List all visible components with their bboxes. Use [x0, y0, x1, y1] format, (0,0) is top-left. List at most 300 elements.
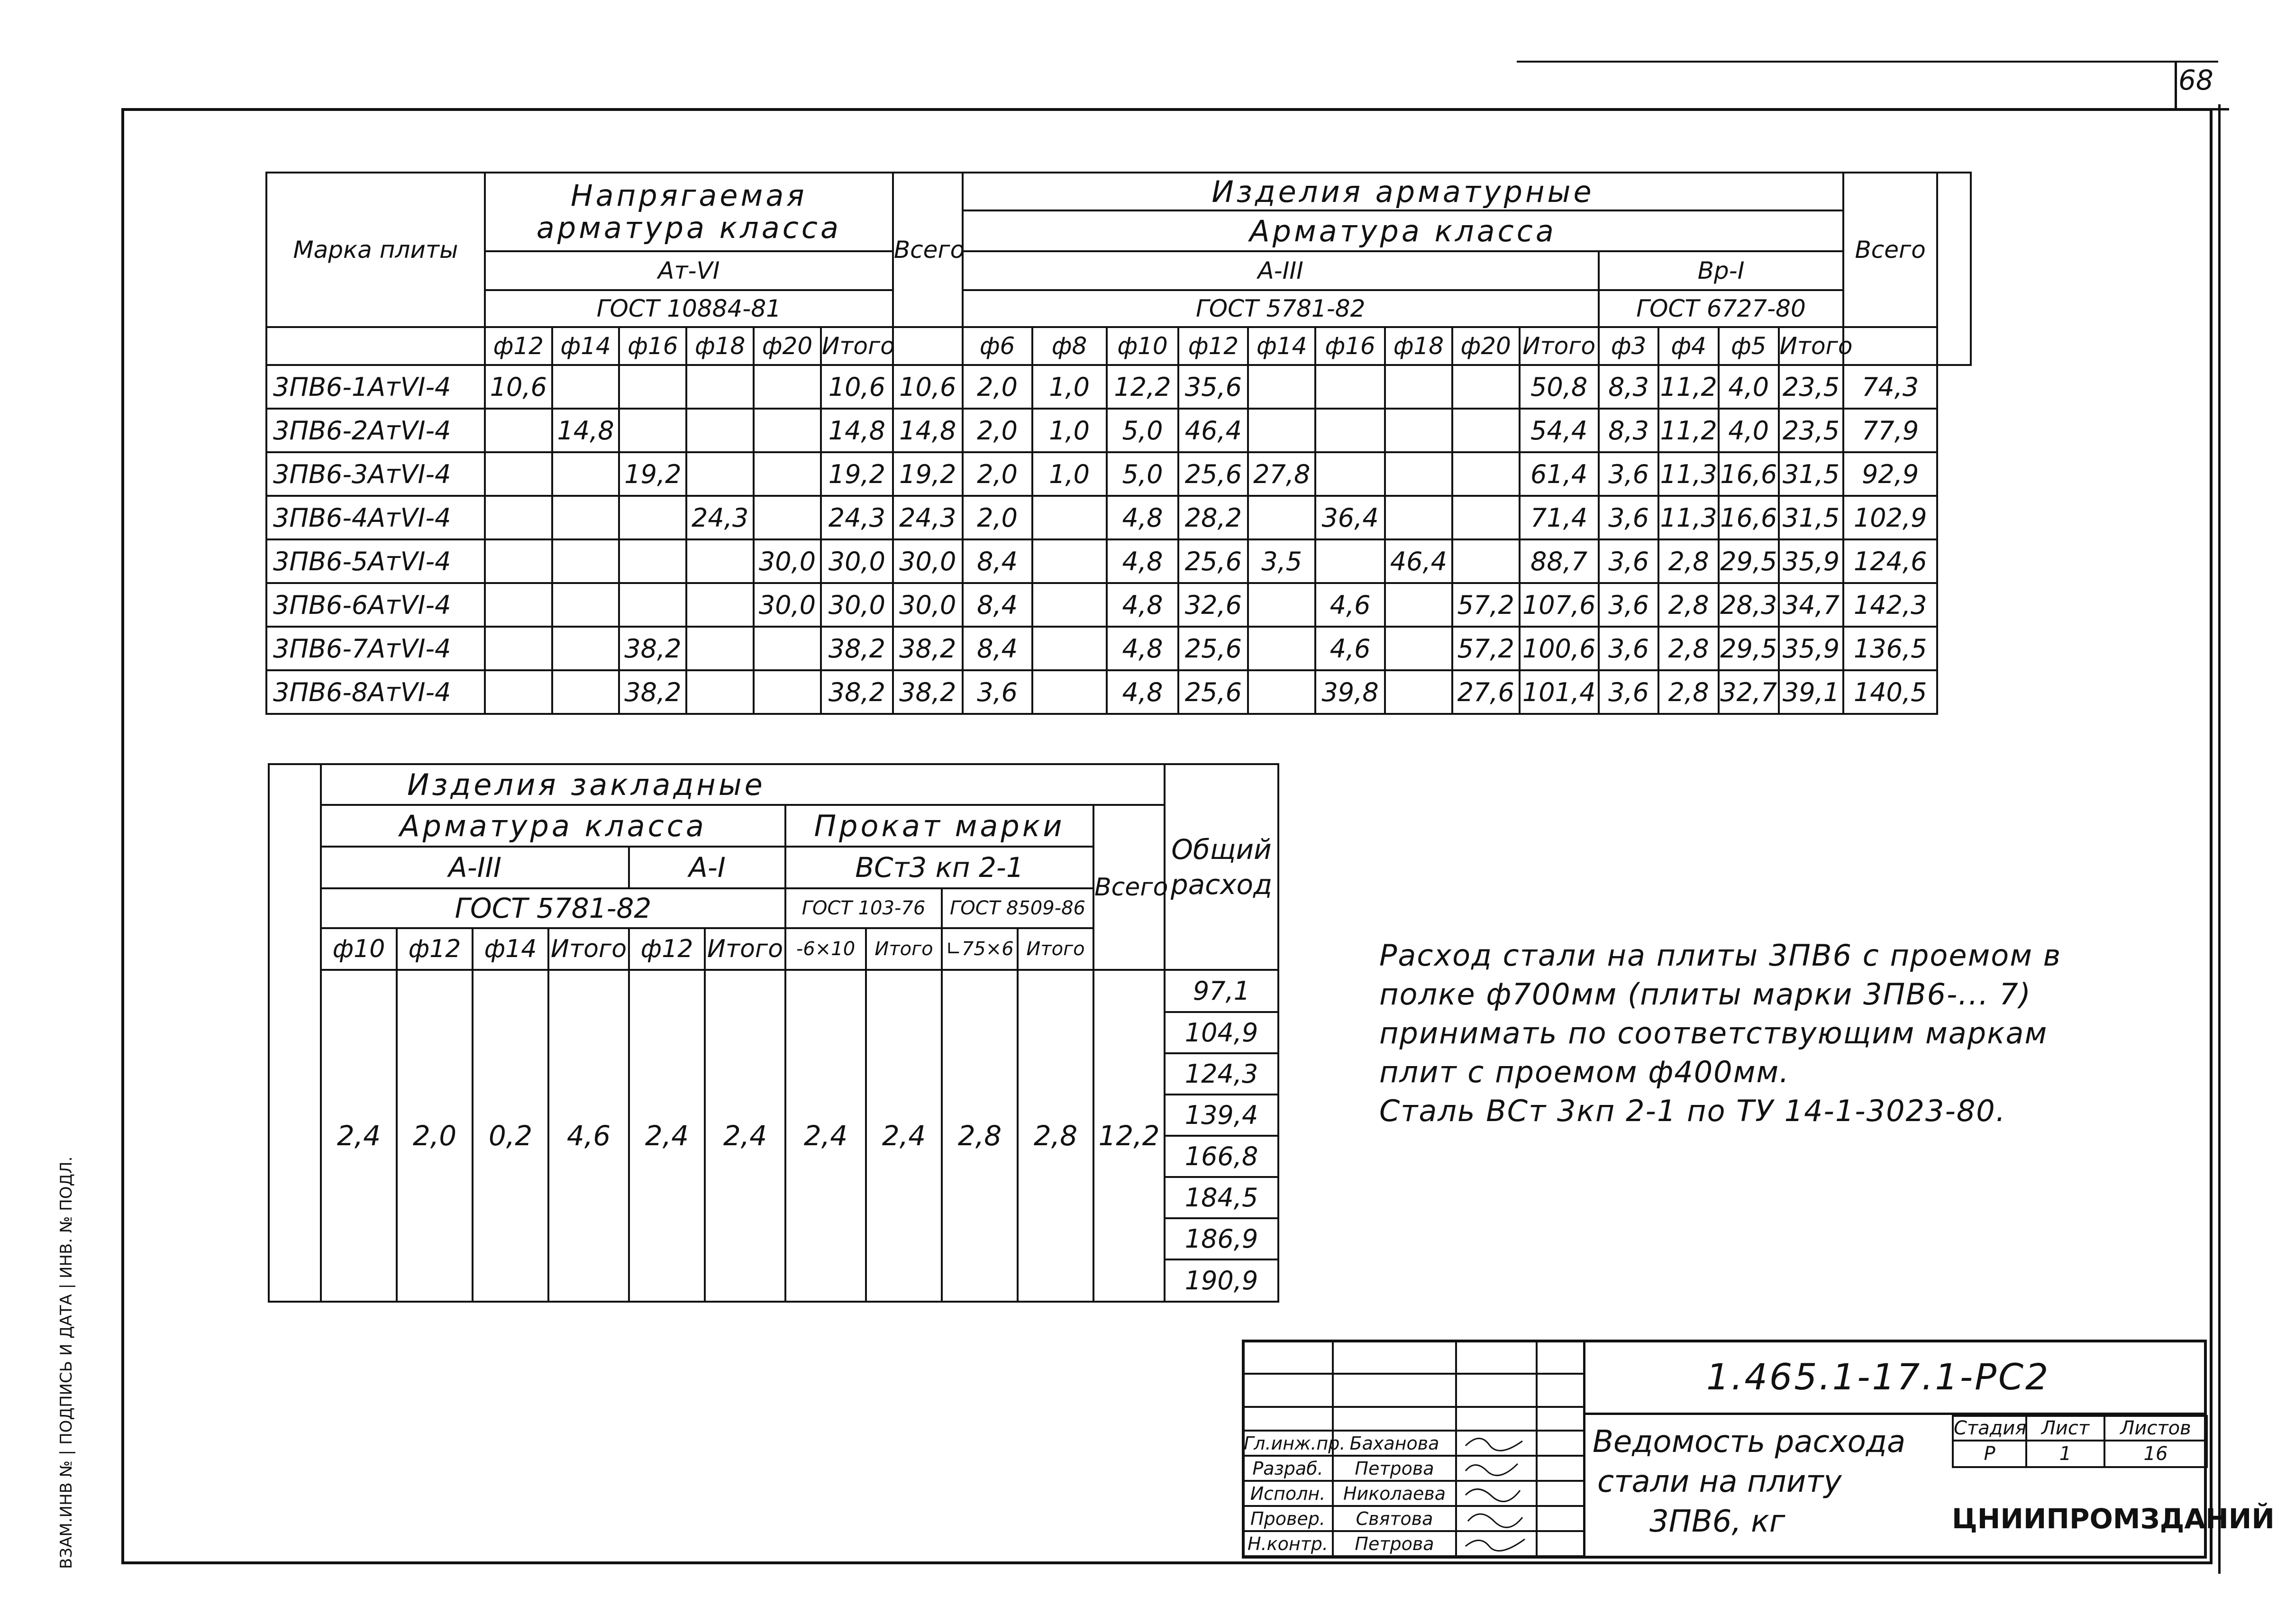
- table-cell: 3,6: [1599, 627, 1659, 670]
- table-cell: [1315, 365, 1385, 409]
- sub-col: Итого: [1520, 327, 1599, 365]
- table-cell: [1248, 670, 1315, 714]
- date-cell: [1537, 1506, 1584, 1531]
- sheets-header: Листов: [2104, 1416, 2207, 1441]
- table-cell: 30,0: [821, 583, 893, 627]
- sub-col: Итого: [1018, 928, 1093, 970]
- frame-right-line: [2218, 104, 2221, 1574]
- table-cell: [1315, 452, 1385, 496]
- signature-table: [1242, 1340, 1585, 1557]
- steel-consumption-table: [265, 172, 1972, 715]
- plate-mark: 3ПВ6-3АтVI-4: [266, 452, 485, 496]
- table-cell: [1385, 365, 1452, 409]
- gost-103: ГОСТ 103-76: [785, 888, 942, 928]
- blank-cell: [1843, 327, 1937, 365]
- table-cell: 24,3: [893, 496, 963, 539]
- table-cell: 25,6: [1178, 539, 1248, 583]
- table-cell: 8,4: [963, 539, 1032, 583]
- group-rebar-header: Изделия арматурные: [963, 173, 1844, 210]
- overall-column: [1165, 970, 1278, 1302]
- grand-total-header: Всего: [1843, 173, 1937, 327]
- overall-label-1: Общий: [1171, 833, 1272, 866]
- person-name: Петрова: [1333, 1456, 1456, 1481]
- sub-col: ф12: [629, 928, 705, 970]
- table-cell: [1248, 496, 1315, 539]
- sub-col: ф5: [1719, 327, 1779, 365]
- table1-margin: [1937, 173, 1971, 365]
- embedded-value: 2,4: [705, 970, 785, 1302]
- table-cell: 19,2: [893, 452, 963, 496]
- plate-mark: 3ПВ6-6АтVI-4: [266, 583, 485, 627]
- sub-col: ф3: [1599, 327, 1659, 365]
- table-cell: 38,2: [619, 627, 686, 670]
- sub-col: ф10: [321, 928, 397, 970]
- table-cell: 3,6: [1599, 452, 1659, 496]
- table-cell: [1032, 670, 1107, 714]
- table-cell: [686, 670, 754, 714]
- table-cell: [754, 365, 821, 409]
- table-cell: 4,0: [1719, 409, 1779, 452]
- table-cell: [686, 583, 754, 627]
- table-cell: 46,4: [1385, 539, 1452, 583]
- total-header: Всего: [893, 173, 963, 327]
- blank-cell: [1537, 1374, 1584, 1407]
- table-cell: 35,9: [1779, 627, 1844, 670]
- table-cell: [552, 365, 619, 409]
- rolled-header: Прокат марки: [785, 805, 1093, 847]
- table-cell: [686, 627, 754, 670]
- sheet-header: Лист: [2026, 1416, 2104, 1441]
- top-rule: [1517, 61, 2218, 63]
- embedded-value: 2,8: [942, 970, 1018, 1302]
- table-cell: 2,8: [1658, 670, 1719, 714]
- table-cell: [552, 627, 619, 670]
- sub-col: Итого: [821, 327, 893, 365]
- table-cell: 4,8: [1107, 670, 1179, 714]
- table-cell: 3,6: [1599, 670, 1659, 714]
- signature: [1456, 1456, 1537, 1481]
- table-cell: 8,4: [963, 583, 1032, 627]
- table-cell: [754, 496, 821, 539]
- table-cell: 71,4: [1520, 496, 1599, 539]
- plate-mark: 3ПВ6-4АтVI-4: [266, 496, 485, 539]
- table-cell: 23,5: [1779, 409, 1844, 452]
- sub-col: ф12: [397, 928, 473, 970]
- table-row: [266, 583, 1971, 627]
- title-line: Ведомость расхода: [1593, 1424, 1906, 1460]
- table-cell: [1248, 365, 1315, 409]
- table-row: [266, 496, 1971, 539]
- table-cell: [1452, 452, 1520, 496]
- sheets-value: 16: [2104, 1441, 2207, 1467]
- plate-mark: 3ПВ6-1АтVI-4: [266, 365, 485, 409]
- table-cell: 4,0: [1719, 365, 1779, 409]
- table-cell: 2,0: [963, 496, 1032, 539]
- table-cell: 10,6: [821, 365, 893, 409]
- stage-sheet-table: [1952, 1415, 2208, 1468]
- date-cell: [1537, 1456, 1584, 1481]
- table-cell: 24,3: [821, 496, 893, 539]
- table-cell: 30,0: [821, 539, 893, 583]
- table-cell: 12,2: [1107, 365, 1179, 409]
- sub-col: ф14: [473, 928, 548, 970]
- blank-cell: [1243, 1374, 1333, 1407]
- note-line: Сталь ВСт 3кп 2-1 по ТУ 14-1-3023-80.: [1379, 1094, 2006, 1128]
- table-cell: [754, 670, 821, 714]
- table-cell: 14,8: [893, 409, 963, 452]
- table-cell: [1385, 670, 1452, 714]
- table-cell: 4,6: [1315, 627, 1385, 670]
- overall-value: 186,9: [1166, 1218, 1277, 1259]
- blank-cell: [1333, 1374, 1456, 1407]
- table-cell: [686, 409, 754, 452]
- table-cell: 92,9: [1843, 452, 1937, 496]
- sheet-value: 1: [2026, 1441, 2104, 1467]
- col-mark-header: Марка плиты: [266, 173, 485, 327]
- signature: [1456, 1481, 1537, 1506]
- overall-value: 184,5: [1166, 1177, 1277, 1218]
- table-cell: 38,2: [893, 670, 963, 714]
- sub-col: ф16: [1315, 327, 1385, 365]
- sub-col: ∟75×6: [942, 928, 1018, 970]
- table-cell: 27,6: [1452, 670, 1520, 714]
- sub-col: ф10: [1107, 327, 1179, 365]
- blank-cell: [1333, 1341, 1456, 1374]
- class-at-header: Ат-VI: [485, 251, 893, 290]
- table-cell: [552, 539, 619, 583]
- table-cell: [1032, 583, 1107, 627]
- sub-col: -6×10: [785, 928, 866, 970]
- overall-label-2: расход: [1170, 868, 1273, 901]
- overall-value: 166,8: [1166, 1136, 1277, 1177]
- role-label: Исполн.: [1243, 1481, 1333, 1506]
- sub-col: ф12: [1178, 327, 1248, 365]
- table-cell: 19,2: [619, 452, 686, 496]
- table-cell: 5,0: [1107, 452, 1179, 496]
- table-cell: 10,6: [485, 365, 552, 409]
- table-cell: 30,0: [754, 539, 821, 583]
- stage-header: Стадия: [1953, 1416, 2026, 1441]
- rolled-grade: ВСт3 кп 2-1: [785, 847, 1093, 888]
- overall-value: 104,9: [1166, 1012, 1277, 1053]
- table-cell: 140,5: [1843, 670, 1937, 714]
- table-cell: [619, 539, 686, 583]
- embedded-value: 2,0: [397, 970, 473, 1302]
- table-cell: 38,2: [893, 627, 963, 670]
- table-cell: 4,8: [1107, 539, 1179, 583]
- sub-col: Итого: [548, 928, 629, 970]
- table-cell: [1385, 583, 1452, 627]
- overall-value: 124,3: [1166, 1053, 1277, 1095]
- embedded-class-a3: А-III: [321, 847, 629, 888]
- table-cell: [1315, 409, 1385, 452]
- table-cell: 4,8: [1107, 583, 1179, 627]
- person-name: Николаева: [1333, 1481, 1456, 1506]
- embedded-value: 2,4: [866, 970, 942, 1302]
- blank-cell: [266, 327, 485, 365]
- table-cell: 4,6: [1315, 583, 1385, 627]
- group-prestressed-header: Напрягаемая арматура класса: [485, 173, 893, 251]
- table-cell: 1,0: [1032, 365, 1107, 409]
- title-line: стали на плиту: [1597, 1464, 1842, 1499]
- class-a3-header: А-III: [963, 251, 1599, 290]
- overall-list: [1166, 971, 1277, 1301]
- note-line: принимать по соответствующим маркам: [1379, 1016, 2048, 1050]
- embedded-items-table: [268, 763, 1279, 1303]
- sub-col: Итого: [705, 928, 785, 970]
- table-row: [266, 452, 1971, 496]
- table-cell: 4,8: [1107, 627, 1179, 670]
- table-cell: 38,2: [821, 627, 893, 670]
- table-cell: 29,5: [1719, 539, 1779, 583]
- signature: [1456, 1531, 1537, 1556]
- class-vr1-header: Вр-I: [1599, 251, 1844, 290]
- table-cell: 57,2: [1452, 583, 1520, 627]
- table-cell: 35,6: [1178, 365, 1248, 409]
- table2-left-margin: [269, 764, 321, 1302]
- sub-col: ф18: [686, 327, 754, 365]
- table-cell: 2,0: [963, 409, 1032, 452]
- table-cell: [619, 365, 686, 409]
- sub-col: Итого: [866, 928, 942, 970]
- blank-cell: [1537, 1407, 1584, 1431]
- table-cell: 101,4: [1520, 670, 1599, 714]
- date-cell: [1537, 1481, 1584, 1506]
- blank-cell: [1243, 1407, 1333, 1431]
- table-cell: 61,4: [1520, 452, 1599, 496]
- table-cell: 28,2: [1178, 496, 1248, 539]
- table-cell: 136,5: [1843, 627, 1937, 670]
- table-cell: 30,0: [893, 539, 963, 583]
- table-cell: 46,4: [1178, 409, 1248, 452]
- table-cell: 3,6: [1599, 496, 1659, 539]
- date-cell: [1537, 1431, 1584, 1456]
- table-row: [266, 627, 1971, 670]
- table-cell: 14,8: [552, 409, 619, 452]
- table-cell: 2,8: [1658, 627, 1719, 670]
- plate-mark: 3ПВ6-2АтVI-4: [266, 409, 485, 452]
- sub-col: ф12: [485, 327, 552, 365]
- table-cell: 38,2: [619, 670, 686, 714]
- table-cell: 107,6: [1520, 583, 1599, 627]
- sub-col: ф18: [1385, 327, 1452, 365]
- embedded-value: 0,2: [473, 970, 548, 1302]
- signature: [1456, 1506, 1537, 1531]
- table-cell: [485, 409, 552, 452]
- gost-vr1-header: ГОСТ 6727-80: [1599, 290, 1844, 327]
- table-cell: [1032, 539, 1107, 583]
- embedded-value: 2,4: [629, 970, 705, 1302]
- table-cell: 50,8: [1520, 365, 1599, 409]
- page-number: 68: [2178, 64, 2213, 96]
- table-cell: 8,3: [1599, 365, 1659, 409]
- table-cell: [1452, 496, 1520, 539]
- table-row: [266, 409, 1971, 452]
- table-cell: 38,2: [821, 670, 893, 714]
- table-cell: 100,6: [1520, 627, 1599, 670]
- person-name: Святова: [1333, 1506, 1456, 1531]
- table-cell: 39,8: [1315, 670, 1385, 714]
- table-cell: [485, 627, 552, 670]
- overall-value: 190,9: [1166, 1259, 1277, 1301]
- title-line: 3ПВ6, кг: [1649, 1504, 1785, 1539]
- table-cell: [1385, 627, 1452, 670]
- document-code: 1.465.1-17.1-РС2: [1706, 1356, 2050, 1398]
- sub-col: ф4: [1658, 327, 1719, 365]
- gost-8509: ГОСТ 8509-86: [942, 888, 1093, 928]
- table-cell: [1248, 409, 1315, 452]
- overall-header: [1165, 764, 1278, 970]
- embedded-value: 12,2: [1093, 970, 1165, 1302]
- table-cell: [1248, 583, 1315, 627]
- table-cell: 124,6: [1843, 539, 1937, 583]
- sub-col: ф6: [963, 327, 1032, 365]
- table-cell: 2,0: [963, 452, 1032, 496]
- table-cell: [754, 627, 821, 670]
- table-cell: 19,2: [821, 452, 893, 496]
- table-cell: 11,3: [1658, 496, 1719, 539]
- table-cell: 32,7: [1719, 670, 1779, 714]
- table-cell: 8,3: [1599, 409, 1659, 452]
- table-cell: 23,5: [1779, 365, 1844, 409]
- gost-at-header: ГОСТ 10884-81: [485, 290, 893, 327]
- table-cell: [1452, 539, 1520, 583]
- table-cell: 57,2: [1452, 627, 1520, 670]
- table-cell: 16,6: [1719, 452, 1779, 496]
- table-cell: [1385, 409, 1452, 452]
- table-cell: 30,0: [754, 583, 821, 627]
- table-cell: 35,9: [1779, 539, 1844, 583]
- table-cell: [1032, 627, 1107, 670]
- table-cell: 4,8: [1107, 496, 1179, 539]
- note-text: [1379, 936, 2061, 1131]
- table-cell: 16,6: [1719, 496, 1779, 539]
- table-cell: [754, 409, 821, 452]
- document-title: [1593, 1422, 1905, 1542]
- table-cell: 31,5: [1779, 496, 1844, 539]
- table-cell: [1385, 496, 1452, 539]
- table-cell: [619, 496, 686, 539]
- blank-cell: [1537, 1341, 1584, 1374]
- table-cell: 2,8: [1658, 539, 1719, 583]
- sub-col: Итого: [1779, 327, 1844, 365]
- table-cell: 11,2: [1658, 409, 1719, 452]
- table-cell: 24,3: [686, 496, 754, 539]
- table-cell: [485, 583, 552, 627]
- plate-mark: 3ПВ6-8АтVI-4: [266, 670, 485, 714]
- table-cell: [686, 452, 754, 496]
- person-name: Петрова: [1333, 1531, 1456, 1556]
- table-cell: 31,5: [1779, 452, 1844, 496]
- date-cell: [1537, 1531, 1584, 1556]
- table-cell: [552, 670, 619, 714]
- embedded-value: 2,4: [785, 970, 866, 1302]
- table-row: [266, 670, 1971, 714]
- blank-cell: [893, 327, 963, 365]
- table-cell: [1452, 365, 1520, 409]
- table-cell: 102,9: [1843, 496, 1937, 539]
- signature: [1456, 1431, 1537, 1456]
- table-cell: 36,4: [1315, 496, 1385, 539]
- table-cell: 1,0: [1032, 452, 1107, 496]
- blank-cell: [1456, 1407, 1537, 1431]
- table-cell: 25,6: [1178, 670, 1248, 714]
- table-cell: [1452, 409, 1520, 452]
- table-cell: 28,3: [1719, 583, 1779, 627]
- organization: ЦНИИПРОМЗДАНИЙ: [1952, 1503, 2275, 1535]
- person-name: Баханова: [1333, 1431, 1456, 1456]
- role-label: Провер.: [1243, 1506, 1333, 1531]
- side-stamp: ВЗАМ.ИНВ № | ПОДПИСЬ И ДАТА | ИНВ. № ПОДЛ.: [57, 1156, 76, 1569]
- embedded-group-header: Изделия закладные: [321, 764, 1165, 805]
- blank-cell: [1333, 1407, 1456, 1431]
- table-cell: [754, 452, 821, 496]
- table-cell: [552, 452, 619, 496]
- table-cell: 2,8: [1658, 583, 1719, 627]
- sub-col: ф14: [552, 327, 619, 365]
- table-cell: [686, 539, 754, 583]
- table-cell: 3,6: [1599, 583, 1659, 627]
- table-cell: 54,4: [1520, 409, 1599, 452]
- table-cell: 11,3: [1658, 452, 1719, 496]
- table-cell: 10,6: [893, 365, 963, 409]
- table-cell: [552, 583, 619, 627]
- embedded-gost-a: ГОСТ 5781-82: [321, 888, 785, 928]
- table-cell: [485, 539, 552, 583]
- sub-col: ф14: [1248, 327, 1315, 365]
- embedded-value: 2,8: [1018, 970, 1093, 1302]
- table-cell: 142,3: [1843, 583, 1937, 627]
- overall-value: 97,1: [1166, 971, 1277, 1012]
- table-cell: 88,7: [1520, 539, 1599, 583]
- role-label: Разраб.: [1243, 1456, 1333, 1481]
- table-cell: 3,6: [1599, 539, 1659, 583]
- table-cell: 25,6: [1178, 452, 1248, 496]
- table-cell: [552, 496, 619, 539]
- role-label: Гл.инж.пр.: [1243, 1431, 1333, 1456]
- embedded-value: 2,4: [321, 970, 397, 1302]
- blank-cell: [1456, 1341, 1537, 1374]
- sub-col: ф16: [619, 327, 686, 365]
- embedded-total-header: Всего: [1093, 805, 1165, 970]
- stage-value: Р: [1953, 1441, 2026, 1467]
- table-cell: [1385, 452, 1452, 496]
- table-cell: [619, 583, 686, 627]
- table-cell: [485, 670, 552, 714]
- table-cell: 25,6: [1178, 627, 1248, 670]
- table-cell: 1,0: [1032, 409, 1107, 452]
- sub-col: ф20: [1452, 327, 1520, 365]
- table-cell: 14,8: [821, 409, 893, 452]
- table-cell: [1315, 539, 1385, 583]
- plate-mark: 3ПВ6-5АтVI-4: [266, 539, 485, 583]
- sub-col: ф8: [1032, 327, 1107, 365]
- table-cell: 3,6: [963, 670, 1032, 714]
- table-cell: 32,6: [1178, 583, 1248, 627]
- table-cell: 2,0: [963, 365, 1032, 409]
- table-cell: 3,5: [1248, 539, 1315, 583]
- role-label: Н.контр.: [1243, 1531, 1333, 1556]
- table-cell: 29,5: [1719, 627, 1779, 670]
- overall-value: 139,4: [1166, 1095, 1277, 1136]
- table-row: [266, 365, 1971, 409]
- table-cell: 74,3: [1843, 365, 1937, 409]
- sub-col: ф20: [754, 327, 821, 365]
- note-line: плит с проемом ф400мм.: [1379, 1055, 1790, 1089]
- table-cell: [1248, 627, 1315, 670]
- embedded-value: 4,6: [548, 970, 629, 1302]
- blank-cell: [1456, 1374, 1537, 1407]
